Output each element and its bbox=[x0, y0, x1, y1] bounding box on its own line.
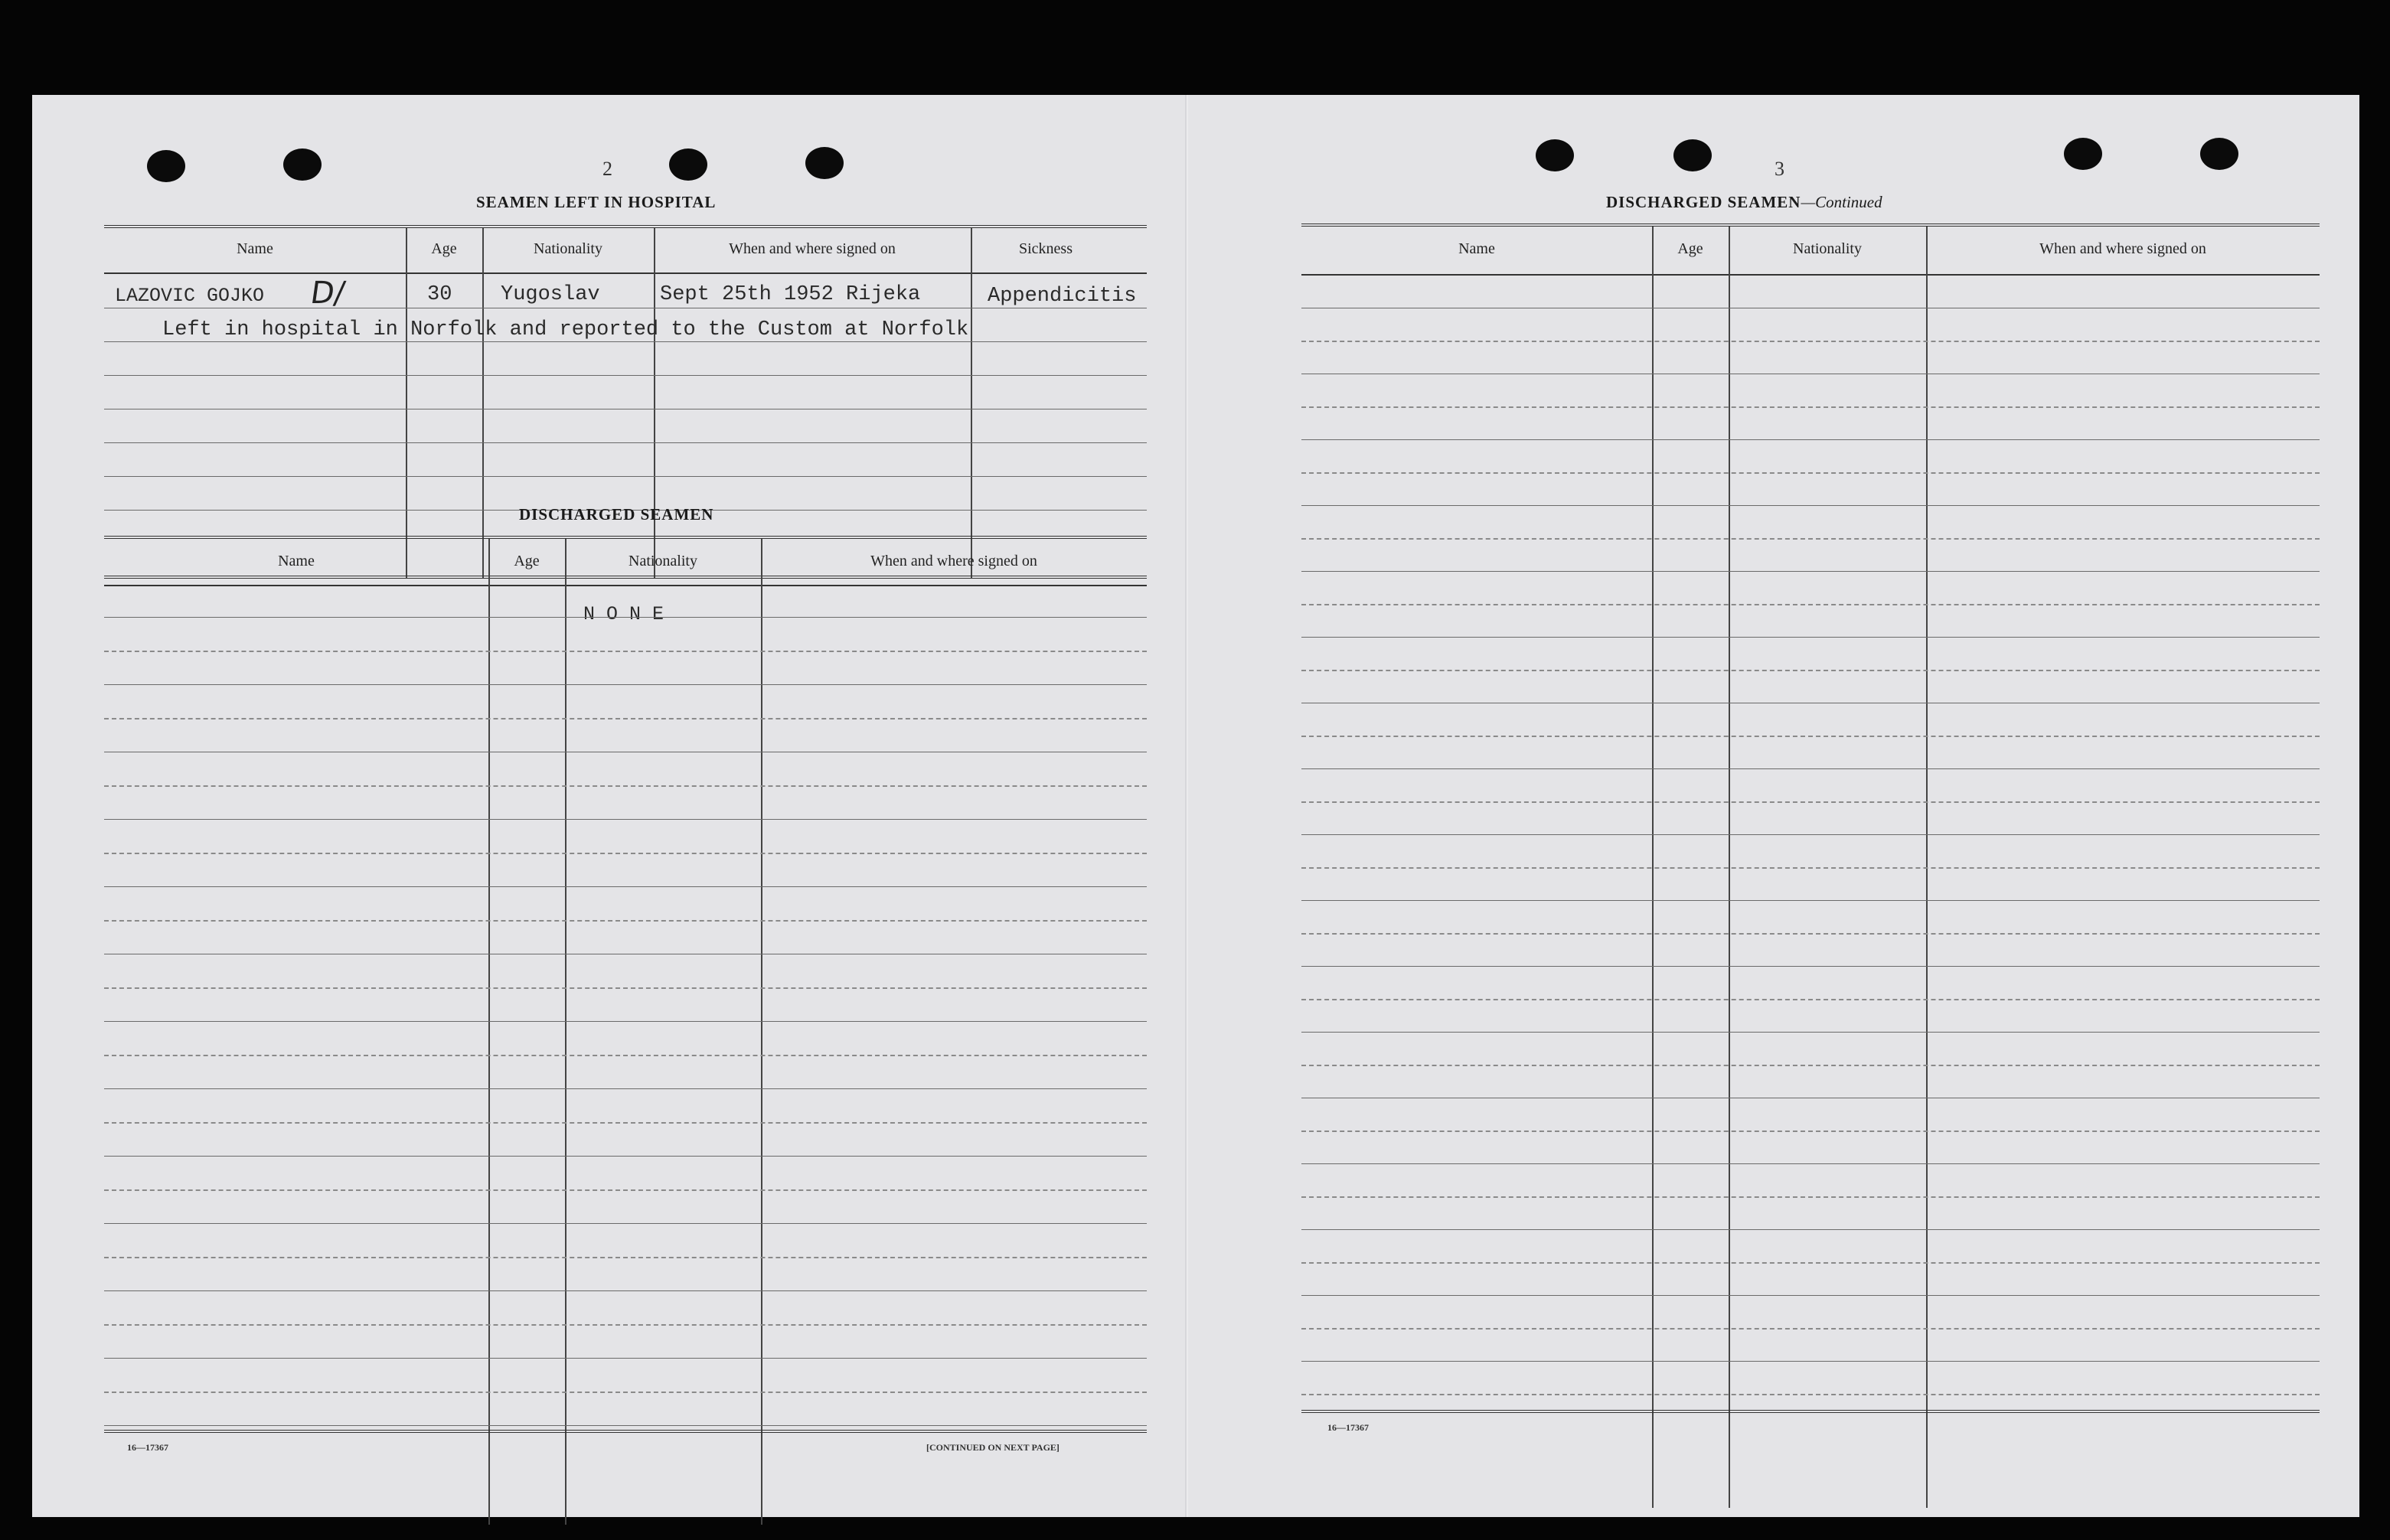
punch-hole bbox=[283, 148, 322, 181]
seaman-nationality: Yugoslav bbox=[501, 283, 600, 306]
table-top-rule bbox=[1301, 223, 2320, 230]
row-line bbox=[1301, 571, 2320, 572]
column-header-name: Name bbox=[278, 553, 315, 569]
row-line bbox=[1301, 1196, 2320, 1198]
row-line bbox=[1301, 505, 2320, 506]
row-line bbox=[1301, 1032, 2320, 1033]
hospital-note-text: to the Custom at Norfolk bbox=[658, 318, 969, 341]
left-page bbox=[32, 95, 1180, 1517]
row-line bbox=[1301, 834, 2320, 835]
punch-hole bbox=[1536, 139, 1574, 171]
row-line bbox=[104, 1088, 1147, 1089]
row-line bbox=[1301, 900, 2320, 901]
row-line bbox=[1301, 1065, 2320, 1066]
header-rule bbox=[104, 272, 1147, 274]
row-line bbox=[104, 853, 1147, 854]
table-bottom-rule bbox=[104, 576, 1147, 582]
column-header-name: Name bbox=[1458, 240, 1495, 257]
column-divider bbox=[482, 228, 484, 579]
row-line bbox=[104, 1290, 1147, 1291]
row-line bbox=[1301, 538, 2320, 540]
seaman-age: 30 bbox=[427, 283, 452, 306]
column-header-nationality: Nationality bbox=[629, 553, 697, 569]
header-rule bbox=[104, 585, 1147, 586]
row-line bbox=[1301, 604, 2320, 605]
row-line bbox=[1301, 472, 2320, 474]
seaman-name: LAZOVIC GOJKO bbox=[115, 285, 265, 307]
row-line bbox=[104, 1156, 1147, 1157]
row-line bbox=[1301, 670, 2320, 671]
row-line bbox=[1301, 999, 2320, 1000]
row-line bbox=[104, 1257, 1147, 1258]
row-line bbox=[1301, 801, 2320, 803]
table-top-rule bbox=[104, 536, 1147, 542]
seaman-sickness: Appendicitis bbox=[988, 285, 1137, 308]
column-header-nationality: Nationality bbox=[534, 240, 602, 257]
row-line bbox=[104, 1425, 1147, 1426]
row-line bbox=[104, 1223, 1147, 1224]
punch-hole bbox=[669, 148, 707, 181]
column-header-signed-on: When and where signed on bbox=[729, 240, 896, 257]
column-header-signed-on: When and where signed on bbox=[870, 553, 1037, 569]
column-header-name: Name bbox=[237, 240, 273, 257]
discharged-none-entry: N O N E bbox=[583, 603, 664, 625]
row-line bbox=[104, 1392, 1147, 1393]
row-line bbox=[1301, 768, 2320, 769]
hospital-note-text: Norfolk bbox=[410, 318, 498, 341]
page-number: 2 bbox=[602, 158, 612, 180]
column-header-age: Age bbox=[431, 240, 457, 257]
column-header-age: Age bbox=[1677, 240, 1703, 257]
column-header-signed-on: When and where signed on bbox=[2039, 240, 2206, 257]
table-bottom-rule bbox=[1301, 1410, 2320, 1416]
row-line bbox=[1301, 736, 2320, 737]
right-page bbox=[1188, 95, 2359, 1517]
punch-hole bbox=[147, 150, 185, 182]
row-line bbox=[104, 442, 1147, 443]
header-rule bbox=[1301, 274, 2320, 276]
table-bottom-rule bbox=[104, 1430, 1147, 1436]
continued-note: [CONTINUED ON NEXT PAGE] bbox=[926, 1442, 1060, 1453]
hospital-note bbox=[162, 318, 968, 341]
title-continued: —Continued bbox=[1801, 193, 1882, 211]
form-code: 16—17367 bbox=[127, 1442, 168, 1453]
row-line bbox=[1301, 1131, 2320, 1132]
row-line bbox=[104, 785, 1147, 787]
row-line bbox=[104, 718, 1147, 719]
row-line bbox=[104, 1021, 1147, 1022]
punch-hole bbox=[2064, 138, 2102, 170]
column-header-sickness: Sickness bbox=[1019, 240, 1073, 257]
punch-hole bbox=[2200, 138, 2238, 170]
column-divider bbox=[971, 228, 972, 579]
punch-hole bbox=[805, 147, 844, 179]
row-line bbox=[1301, 933, 2320, 935]
row-line bbox=[104, 886, 1147, 887]
row-line bbox=[104, 375, 1147, 376]
row-line bbox=[104, 1358, 1147, 1359]
row-line bbox=[1301, 1163, 2320, 1164]
row-line bbox=[1301, 867, 2320, 869]
row-line bbox=[104, 1189, 1147, 1191]
row-line bbox=[1301, 1229, 2320, 1230]
row-line bbox=[104, 1055, 1147, 1056]
column-header-age: Age bbox=[514, 553, 540, 569]
row-line bbox=[104, 920, 1147, 922]
table-top-rule bbox=[104, 225, 1147, 231]
row-line bbox=[1301, 1394, 2320, 1395]
row-line bbox=[104, 987, 1147, 989]
row-line bbox=[1301, 966, 2320, 967]
row-line bbox=[104, 341, 1147, 342]
row-line bbox=[1301, 1328, 2320, 1330]
row-line bbox=[1301, 341, 2320, 342]
hospital-section-title: SEAMEN LEFT IN HOSPITAL bbox=[476, 193, 717, 211]
hospital-note-text: Left in hospital in bbox=[162, 318, 411, 341]
row-line bbox=[1301, 1361, 2320, 1362]
column-divider bbox=[406, 228, 407, 579]
row-line bbox=[1301, 1295, 2320, 1296]
row-line bbox=[1301, 1262, 2320, 1264]
form-code: 16—17367 bbox=[1327, 1422, 1369, 1433]
discharged-section-title: DISCHARGED SEAMEN bbox=[519, 505, 714, 524]
title-main: DISCHARGED SEAMEN bbox=[1606, 193, 1801, 211]
discharged-continued-title bbox=[1606, 193, 1882, 212]
row-line bbox=[104, 1324, 1147, 1326]
row-line bbox=[1301, 637, 2320, 638]
row-line bbox=[104, 651, 1147, 652]
column-divider bbox=[654, 228, 655, 579]
punch-hole bbox=[1673, 139, 1712, 171]
row-line bbox=[104, 476, 1147, 477]
column-divider bbox=[761, 539, 762, 1525]
column-header-nationality: Nationality bbox=[1793, 240, 1862, 257]
row-line bbox=[104, 684, 1147, 685]
seaman-signed-on: Sept 25th 1952 Rijeka bbox=[660, 283, 921, 306]
row-line bbox=[104, 617, 1147, 618]
row-line bbox=[1301, 406, 2320, 408]
page-number: 3 bbox=[1775, 158, 1784, 180]
row-line bbox=[104, 1122, 1147, 1124]
column-divider bbox=[488, 539, 490, 1525]
column-divider bbox=[565, 539, 566, 1525]
document-sheet bbox=[32, 95, 2359, 1517]
handwritten-annotation: D/ bbox=[308, 276, 348, 311]
hospital-note-text: and reported bbox=[497, 318, 659, 341]
row-line bbox=[1301, 439, 2320, 440]
row-line bbox=[104, 819, 1147, 820]
